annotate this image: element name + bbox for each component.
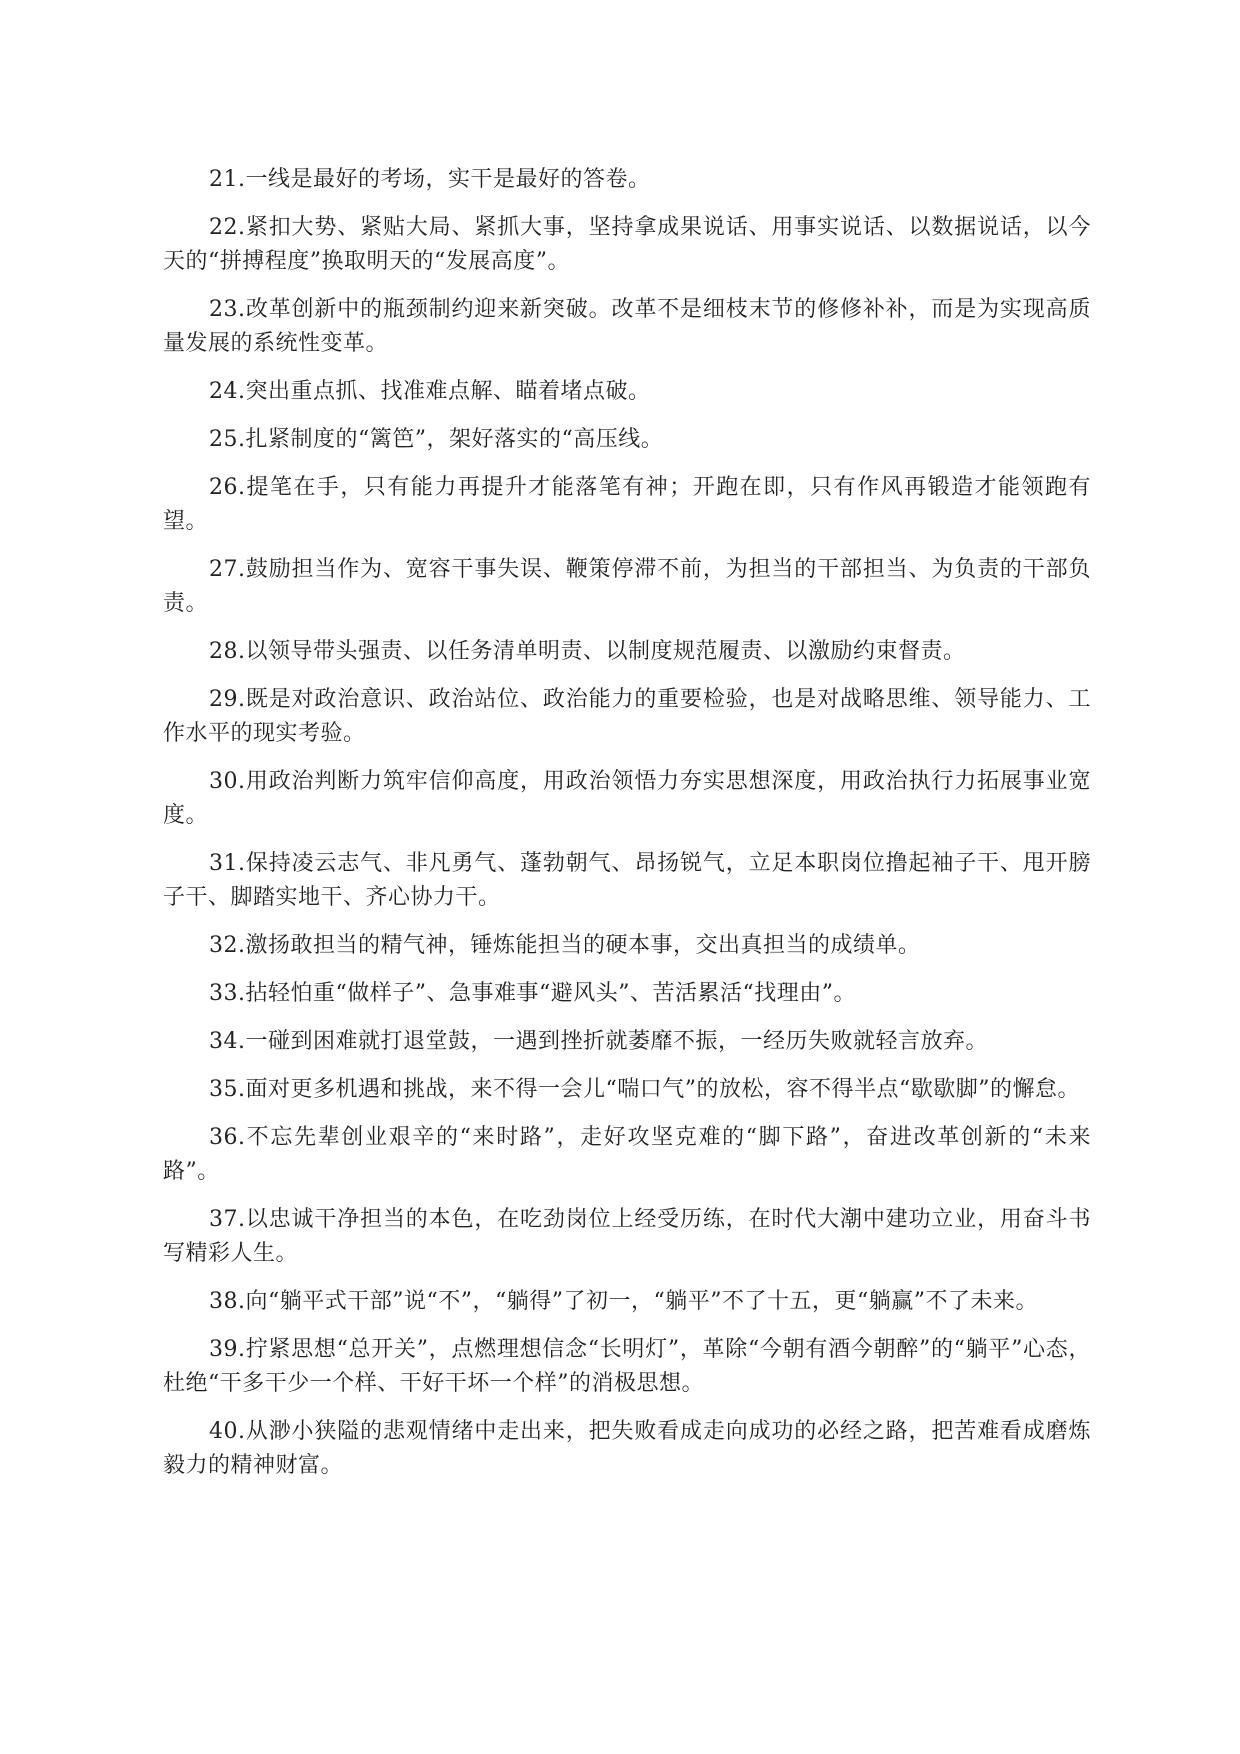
paragraph-22: 22.紧扣大势、紧贴大局、紧抓大事，坚持拿成果说话、用事实说话、以数据说话，以今天的“拼搏程度”换取明天的“发展高度”。	[163, 215, 1091, 274]
paragraph-29: 29.既是对政治意识、政治站位、政治能力的重要检验，也是对战略思维、领导能力、工作水平的现实考验。	[163, 687, 1091, 746]
paragraph-32: 32.激扬敢担当的精气神，锤炼能担当的硬本事，交出真担当的成绩单。	[209, 933, 921, 958]
paragraph-28: 28.以领导带头强责、以任务清单明责、以制度规范履责、以激励约束督责。	[209, 639, 966, 664]
paragraph-38: 38.向“躺平式干部”说“不”，“躺得”了初一，“躺平”不了十五，更“躺赢”不了未来。	[209, 1289, 1038, 1314]
paragraph-21: 21.一线是最好的考场，实干是最好的答卷。	[209, 167, 651, 192]
paragraph-34: 34.一碰到困难就打退堂鼓，一遇到挫折就萎靡不振，一经历失败就轻言放弃。	[209, 1029, 988, 1054]
paragraph-36: 36.不忘先辈创业艰辛的“来时路”，走好攻坚克难的“脚下路”，奋进改革创新的“未来路”。	[163, 1125, 1091, 1184]
paragraph-40: 40.从渺小狭隘的悲观情绪中走出来，把失败看成走向成功的必经之路，把苦难看成磨炼毅力的精神财富。	[163, 1419, 1091, 1478]
paragraph-39: 39.拧紧思想“总开关”，点燃理想信念“长明灯”，革除“今朝有酒今朝醉”的“躺平”心态，杜绝“干多干少一个样、干好干坏一个样”的消极思想。	[163, 1337, 1091, 1396]
paragraph-30: 30.用政治判断力筑牢信仰高度，用政治领悟力夯实思想深度，用政治执行力拓展事业宽度。	[163, 769, 1091, 828]
paragraph-35: 35.面对更多机遇和挑战，来不得一会儿“喘口气”的放松，容不得半点“歇歇脚”的懈怠。	[209, 1077, 1080, 1102]
paragraph-31: 31.保持凌云志气、非凡勇气、蓬勃朝气、昂扬锐气，立足本职岗位撸起袖子干、甩开膀子干、脚踏实地干、齐心协力干。	[163, 851, 1091, 910]
paragraph-26: 26.提笔在手，只有能力再提升才能落笔有神；开跑在即，只有作风再锻造才能领跑有望。	[163, 475, 1091, 534]
paragraph-27: 27.鼓励担当作为、宽容干事失误、鞭策停滞不前，为担当的干部担当、为负责的干部负责。	[163, 557, 1091, 616]
paragraph-23: 23.改革创新中的瓶颈制约迎来新突破。改革不是细枝末节的修修补补，而是为实现高质量发展的系统性变革。	[163, 297, 1091, 356]
paragraph-33: 33.拈轻怕重“做样子”、急事难事“避风头”、苦活累活“找理由”。	[209, 981, 856, 1006]
document-page	[163, 163, 1091, 1497]
paragraph-25: 25.扎紧制度的“篱笆”，架好落实的“高压线。	[209, 427, 664, 452]
paragraph-37: 37.以忠诚干净担当的本色，在吃劲岗位上经受历练，在时代大潮中建功立业，用奋斗书写精彩人生。	[163, 1207, 1091, 1266]
paragraph-24: 24.突出重点抓、找准难点解、瞄着堵点破。	[209, 379, 651, 404]
